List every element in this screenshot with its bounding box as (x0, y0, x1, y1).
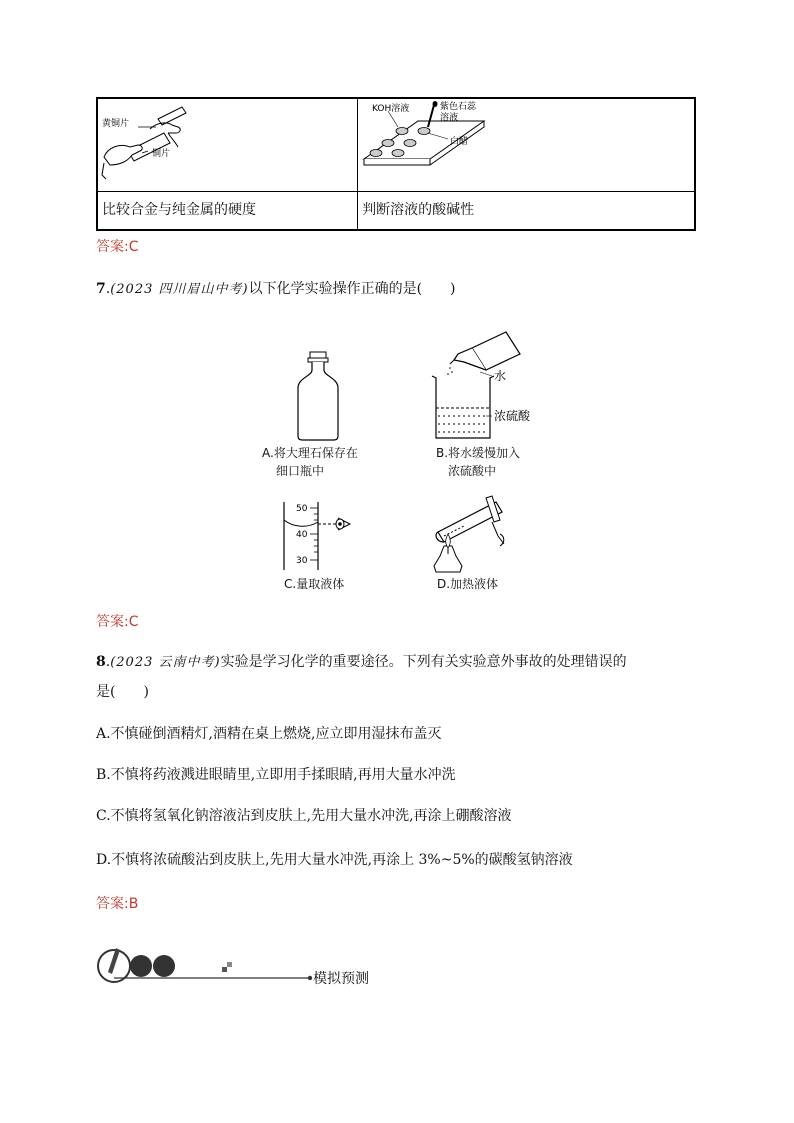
question-8-stem-line2: 是( ) (96, 684, 149, 700)
option-d-heating-figure (430, 494, 516, 576)
tick-30: 30 (296, 556, 308, 566)
answer-6 (96, 236, 139, 256)
tick-40: 40 (296, 530, 308, 540)
spot-plate-figure-cell (358, 98, 695, 192)
option-a-caption-1: A.将大理石保存在 (262, 446, 358, 460)
option-c-cylinder-figure (280, 500, 360, 572)
answer-7 (96, 611, 139, 631)
koh-label: KOH溶液 (372, 104, 410, 114)
spot-plate-figure (358, 99, 691, 187)
option-8d: D.不慎将浓硫酸沾到皮肤上,先用大量水冲洗,再涂上 3%~5%的碳酸氢钠溶液 (96, 852, 573, 868)
option-b-caption-2: 浓硫酸中 (448, 464, 497, 478)
question-7: 7.(2023 四川眉山中考)以下化学实验操作正确的是( ) (96, 281, 456, 297)
option-b-caption-1: B.将水缓慢加入 (436, 446, 521, 460)
option-a-caption-2: 细口瓶中 (276, 464, 325, 478)
tick-50: 50 (296, 504, 308, 514)
question-stem: 以下化学实验操作正确的是( ) (248, 281, 456, 297)
answer-sep: : (124, 614, 129, 630)
question-8: 8.(2023 云南中考)实验是学习化学的重要途径。下列有关实验意外事故的处理错误的 (96, 654, 627, 670)
question-number: 7 (96, 281, 106, 297)
table-cell-acidity: 判断溶液的酸碱性 (358, 192, 695, 230)
option-8c: C.不慎将氢氧化钠溶液沾到皮肤上,先用大量水冲洗,再涂上硼酸溶液 (96, 808, 512, 824)
option-d-caption: D.加热液体 (437, 577, 499, 591)
question-number: 8 (96, 654, 106, 670)
question-stem-line1: 实验是学习化学的重要途径。下列有关实验意外事故的处理错误的 (220, 654, 627, 670)
option-8a: A.不慎碰倒酒精灯,酒精在桌上燃烧,应立即用湿抹布盖灭 (96, 726, 442, 742)
answer-label: 答案 (96, 614, 124, 630)
option-b-pouring-figure (428, 330, 538, 442)
option-8b: B.不慎将药液溅进眼睛里,立即用手揉眼睛,再用大量水冲洗 (96, 767, 456, 783)
option-a-bottle-figure (292, 350, 344, 442)
answer-sep: : (124, 896, 129, 912)
answer-sep: : (124, 239, 129, 255)
copper-label: 铜片 (152, 149, 171, 159)
vinegar-label: 白醋 (450, 137, 469, 147)
brass-label: 黄铜片 (102, 119, 130, 129)
answer-value: B (128, 896, 139, 912)
answer-8 (96, 893, 138, 913)
option-c-caption: C.量取液体 (284, 577, 345, 591)
dot-icon (130, 955, 152, 977)
experiment-table (96, 97, 696, 231)
section-title: 模拟预测 (313, 971, 369, 987)
answer-label: 答案 (96, 239, 124, 255)
answer-label: 答案 (96, 896, 124, 912)
water-label: 水 (494, 369, 507, 383)
brass-copper-scratch-figure (98, 99, 355, 187)
table-cell-hardness: 比较合金与纯金属的硬度 (97, 192, 358, 230)
answer-value: C (128, 614, 139, 630)
litmus-label-line1: 紫色石蕊 (440, 102, 477, 112)
litmus-label-line2: 溶液 (440, 113, 459, 123)
acid-label: 浓硫酸 (494, 409, 531, 423)
brass-scratch-figure-cell (97, 98, 358, 192)
answer-value: C (128, 239, 139, 255)
question-source: (2023 云南中考) (110, 655, 221, 670)
question-source: (2023 四川眉山中考) (110, 282, 249, 297)
section-header-graphic (94, 942, 324, 990)
